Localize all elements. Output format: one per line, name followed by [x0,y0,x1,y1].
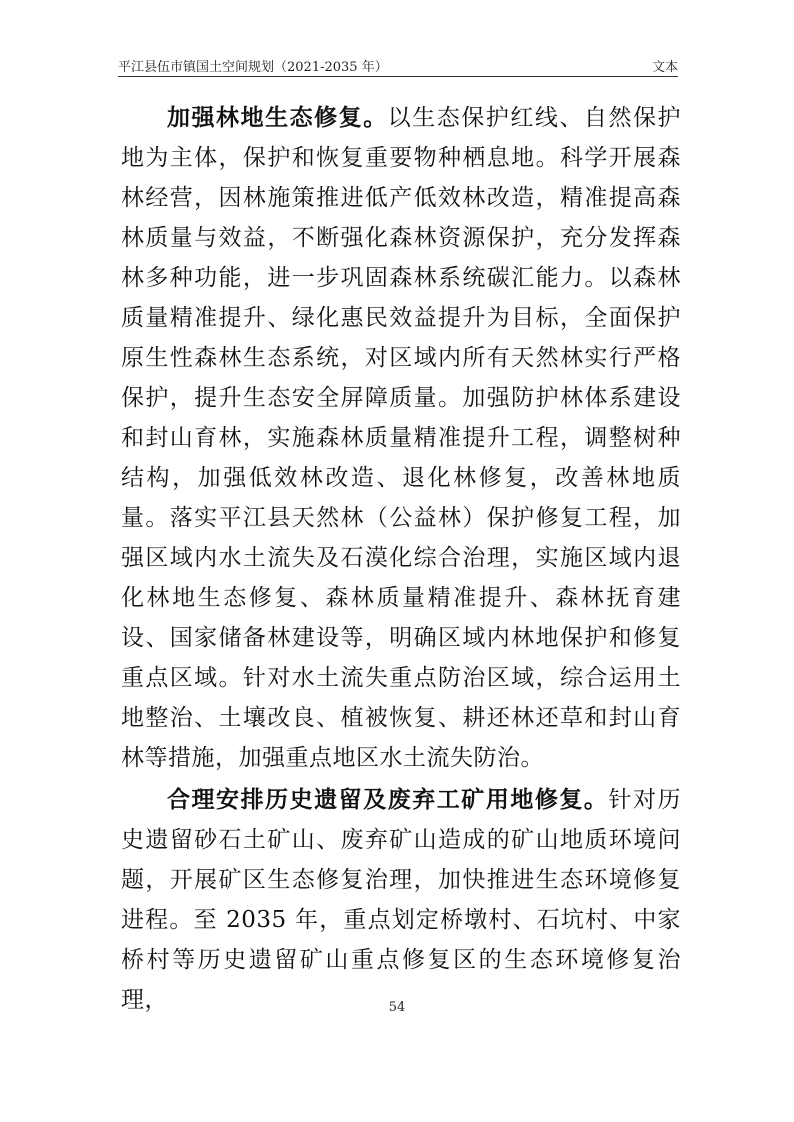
page-header [118,52,678,77]
paragraph-forest-restoration [121,98,681,778]
body-text [121,98,681,1020]
document-type: 文本 [651,60,678,75]
paragraph-heading: 合理安排历史遗留及废弃工矿用地修复。 [167,786,609,813]
page-number: 54 [388,1000,406,1015]
paragraph-body: 以生态保护红线、自然保护地为主体，保护和恢复重要物种栖息地。科学开展森林经营，因林施策推进低产低效林改造，精准提高森林质量与效益，不断强化森林资源保护，充分发挥森林多种功能，进一步巩固森林系统碳汇能力。以森林质量精准提升、绿化惠民效益提升为目标，全面保护原生性森林生态系统，对区域内所有天然林实行严格保护，提升生态安全屏障质量。加强防护林体系建设和封山育林，实施森林质量精准提升工程，调整树种结构，加强低效林改造、退化林修复，改善林地质量。落实平江县天然林（公益林）保护修复工程，加强区域内水土流失及石漠化综合治理，实施区域内退化林地生态修复、森林质量精准提升、森林抚育建设、国家储备林建设等，明确区域内林地保护和修复重点区域。针对水土流失重点防治区域，综合运用土地整治、土壤改良、植被恢复、耕还林还草和封山育林等措施，加强重点地区水土流失防治。 [121,105,682,771]
paragraph-mine-restoration [121,780,681,1020]
paragraph-body: 针对历史遗留砂石土矿山、废弃矿山造成的矿山地质环境问题，开展矿区生态修复治理，加快推进生态环境修复进程。至 2035 年，重点划定桥墩村、石坑村、中家桥村等历史遗留矿山重点修复区的生态环境修复治理， [121,787,682,1013]
document-title: 平江县伍市镇国土空间规划（2021-2035 年） [118,60,388,75]
paragraph-heading: 加强林地生态修复。 [167,104,388,131]
